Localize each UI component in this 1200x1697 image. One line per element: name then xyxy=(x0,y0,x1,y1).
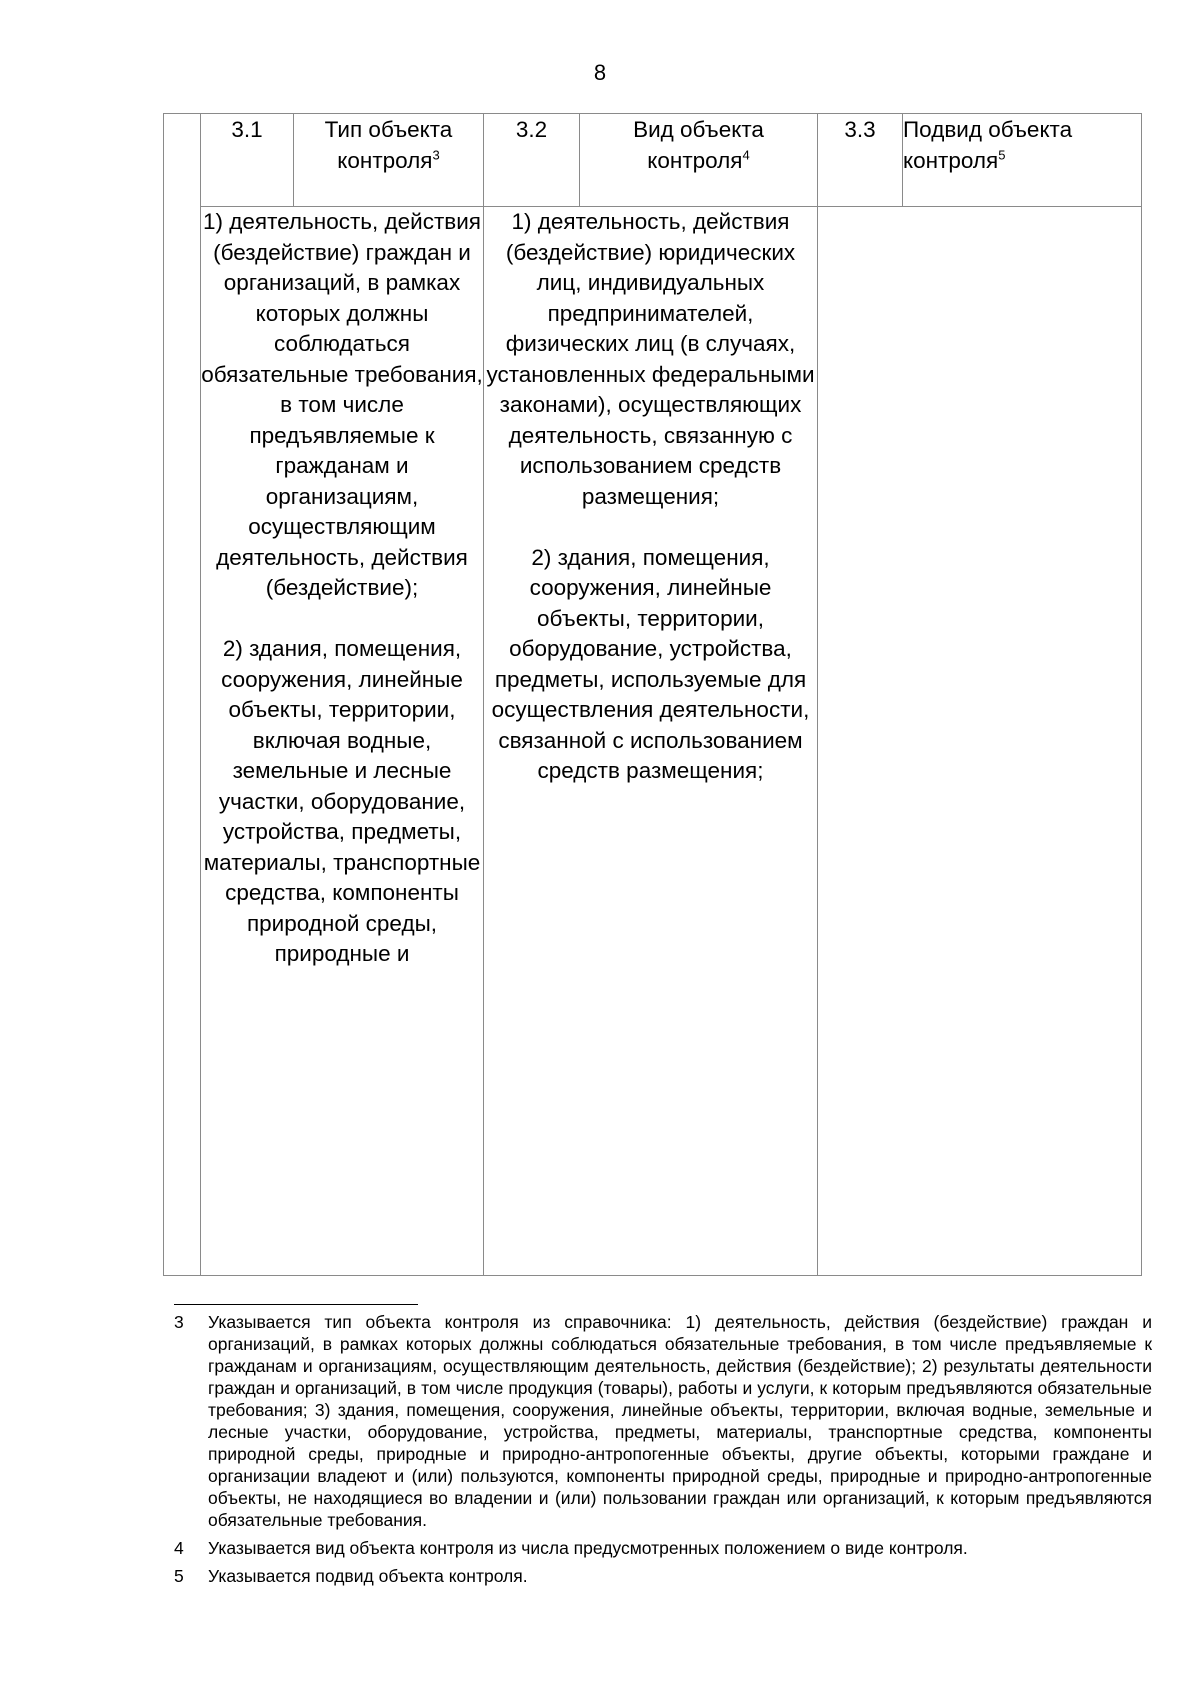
col-subkind-header: Подвид объекта контроля$^5$ xyxy=(903,114,1142,207)
type-item-2: 2) здания, помещения, сооружения, линейные объекты, территории, включая водные, земельные и лесные участки, оборудование, устройства, предметы, материалы, транспортные средства, компоненты природной среды, природные и xyxy=(203,636,481,966)
footnotes xyxy=(174,1311,1152,1593)
control-object-table xyxy=(163,113,1142,1276)
footnote-ref-5: 5 xyxy=(998,147,1006,163)
col-kind-header: Вид объекта контроля$^4$ xyxy=(580,114,818,207)
footnote-ref-3: 3 xyxy=(432,147,440,163)
footnote-separator xyxy=(174,1304,418,1305)
col-type-header: Тип объекта контроля$^3$ xyxy=(294,114,484,207)
table-body-row xyxy=(164,207,1142,1276)
kind-cell xyxy=(484,207,818,1276)
footnote-text: Указывается тип объекта контроля из справочника: 1) деятельность, действия (бездействие) граждан и организаций, в рамках которых должны соблюдаться обязательные требования, в том числе предъявляемые к гражданам и организациям, осуществляющим деятельность, действия (бездействие); 2) результаты деятельности граждан и организаций, в том числе продукция (товары), работы и услуги, к которым предъявляются обязательные требования; 3) здания, помещения, сооружения, линейные объекты, территории, включая водные, земельные и лесные участки, оборудование, устройства, предметы, материалы, транспортные средства, компоненты природной среды, природные и природно-антропогенные объекты, другие объекты, которыми граждане и организации владеют и (или) пользуются, компоненты природной среды, природные и природно-антропогенные объекты, не находящиеся во владении и (или) пользовании граждан или организаций, к которым предъявляются обязательные требования. xyxy=(208,1312,1152,1530)
col-kind-number: 3.2 xyxy=(484,114,580,207)
footnote-text: Указывается подвид объекта контроля. xyxy=(208,1566,528,1586)
col-type-number: 3.1 xyxy=(201,114,294,207)
left-margin-cell xyxy=(164,114,201,1276)
footnote-number: 5 xyxy=(174,1566,184,1586)
type-cell xyxy=(201,207,484,1276)
subkind-cell xyxy=(818,207,1142,1276)
footnote-number: 4 xyxy=(174,1538,184,1558)
footnote-3 xyxy=(174,1311,1152,1531)
page-number: 8 xyxy=(593,60,607,85)
footnote-ref-4: 4 xyxy=(742,147,750,163)
type-item-1: 1) деятельность, действия (бездействие) граждан и организаций, в рамках которых должны соблюдаться обязательные требования, в том числе предъявляемые к гражданам и организациям, осуществляющим деятельность, действия (бездействие); xyxy=(201,209,483,600)
kind-item-1: 1) деятельность, действия (бездействие) юридических лиц, индивидуальных предпринимателей, физических лиц (в случаях, установленных федеральными законами), осуществляющих деятельность, связанную с использованием средств размещения; xyxy=(486,209,815,509)
kind-item-2: 2) здания, помещения, сооружения, линейные объекты, территории, оборудование, устройства, предметы, используемые для осуществления деятельности, связанной с использованием средств размещения; xyxy=(491,544,810,783)
footnote-text: Указывается вид объекта контроля из числа предусмотренных положением о виде контроля. xyxy=(208,1538,968,1558)
table-header-row xyxy=(164,114,1142,207)
col-subkind-number: 3.3 xyxy=(818,114,903,207)
footnote-5 xyxy=(174,1565,1152,1587)
footnote-number: 3 xyxy=(174,1312,184,1332)
footnote-4 xyxy=(174,1537,1152,1559)
